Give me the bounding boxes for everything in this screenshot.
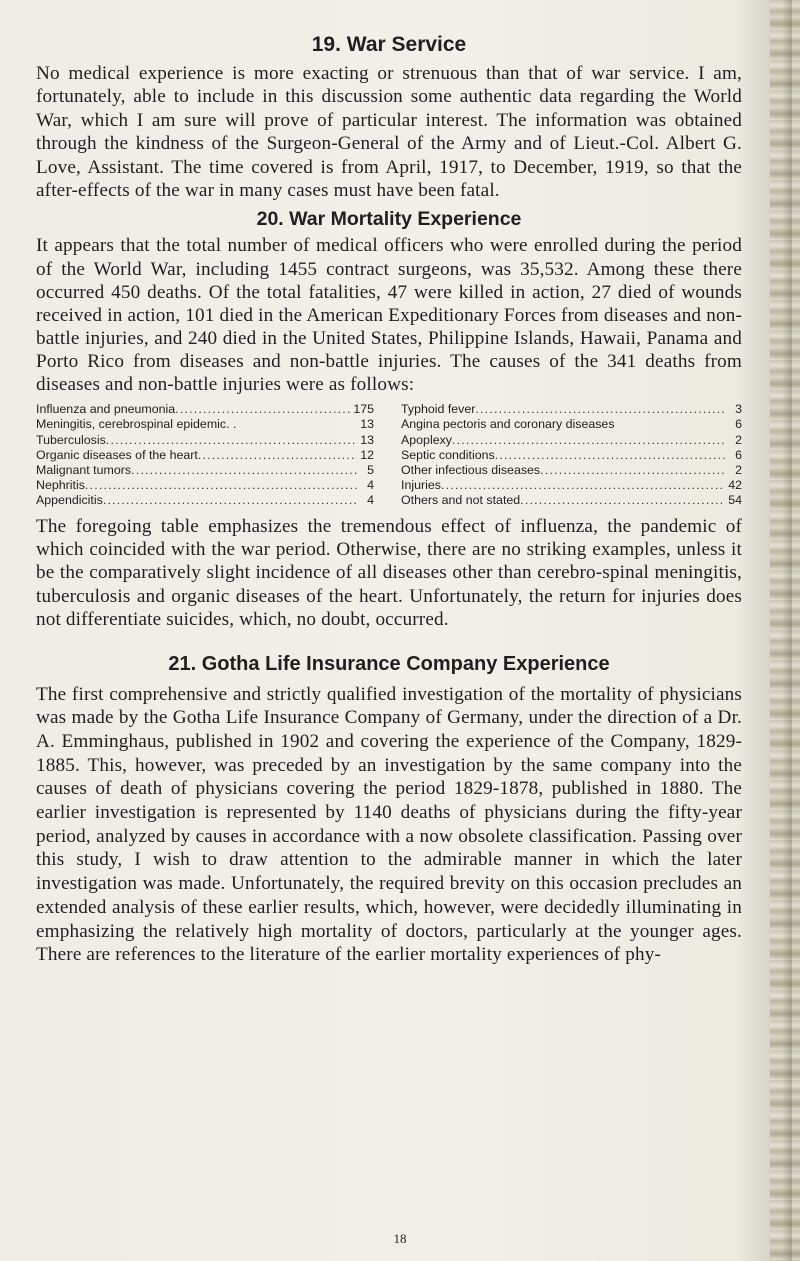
cause-count: 6 [735,447,742,462]
cause-label: Influenza and pneumonia [36,402,176,417]
cause-label: Others and not stated [401,493,521,508]
cause-label: Appendicitis [36,493,103,508]
table-row [401,493,742,508]
paragraph-war-service: No medical experience is more exacting or strenuous than that of war service. I am, fortunately, able to include in this discussion some authentic data regarding the World War, which I am sure will prove of particular interest. The information was obtained through the kindness of the Surgeon-General of the Army and of Lieut.-Col. Albert G. Love, Assistant. The time covered is from April, 1917, to December, 1919, so that the after-effects of the war in many cases must have been fatal. [36,63,742,202]
causes-right-column [401,402,742,508]
paragraph-gotha: The first comprehensive and strictly qualified investigation of the mortality of physicians was made by the Gotha Life Insurance Company of Germany, under the direction of a Dr. A. Emminghaus, published in 1902 and covering the experience of the Company, 1829-1885. This, however, was preceded by an investigation by the same company into the causes of death of physicians covering the period 1829-1878, published in 1880. The earlier investigation is represented by 1140 deaths of physicians during the fifty-year period, analyzed by causes in accordance with a now obsolete classification. Passing over this study, I wish to draw attention to the admirable manner in which the later investigation was made. Unfortunately, the required brevity on this occasion precludes an extended analysis of these earlier results, which, however, were decidedly illuminating in emphasizing the relatively high mortality of doctors, particularly at the younger ages. There are references to the literature of the earlier mortality experiences of phy- [36,683,742,966]
cause-label: Other infectious diseases [401,462,541,477]
cause-count: 13 [360,417,374,432]
section-heading-war-service: 19. War Service [311,33,467,56]
cause-label: Malignant tumors [36,462,132,477]
table-row [401,417,742,432]
cause-label: Typhoid fever [401,402,476,417]
table-row [36,493,374,508]
table-row [401,478,742,493]
table-row [36,402,374,417]
paragraph-table-commentary: The foregoing table emphasizes the tremendous effect of influenza, the pandemic of which coincided with the war period. Otherwise, there are no striking examples, unless it be the comparatively slight incidence of all diseases other than cerebro-spinal meningitis, tuberculosis and organic diseases of the heart. Unfortunately, the return for injuries does not differentiate suicides, which, no doubt, occurred. [36,515,742,631]
cause-count: 54 [728,493,742,508]
cause-label: Nephritis [36,478,85,493]
cause-label: Angina pectoris and coronary diseases [401,417,615,432]
cause-count: 2 [735,432,742,447]
table-row [401,402,742,417]
cause-count: 2 [735,462,742,477]
causes-of-death-table [36,402,742,508]
table-row [401,463,742,478]
cause-count: 6 [735,417,742,432]
cause-label: Tuberculosis [36,432,106,447]
table-row [401,433,742,448]
table-row [36,448,374,463]
causes-left-column [36,402,374,508]
cause-count: 5 [367,462,374,477]
page-number: 18 [393,1231,407,1246]
section-heading-gotha: 21. Gotha Life Insurance Company Experience [168,652,610,675]
table-row [36,463,374,478]
table-row [36,433,374,448]
table-row [36,478,374,493]
table-row [401,448,742,463]
cause-count: 13 [360,432,374,447]
cause-count: 4 [367,478,374,493]
cause-label: Injuries [401,478,441,493]
cause-count: 4 [367,493,374,508]
table-row [36,417,374,432]
edge-shadow [782,0,792,1261]
cause-count: 42 [728,478,742,493]
section-heading-war-mortality: 20. War Mortality Experience [256,208,522,231]
cause-count: 12 [360,447,374,462]
cause-label: Organic diseases of the heart [36,447,198,462]
cause-label: Septic conditions [401,447,495,462]
cause-count: 3 [735,402,742,417]
cause-label: Meningitis, cerebrospinal epidemic. . [36,417,237,432]
page-content [36,32,742,967]
paragraph-war-mortality: It appears that the total number of medical officers who were enrolled during the period of the World War, including 1455 contract surgeons, was 35,532. Among these there occurred 450 deaths. Of the total fatalities, 47 were killed in action, 27 died of wounds received in action, 101 died in the American Expeditionary Forces from diseases and non-battle injuries, and 240 died in the United States, Philippine Islands, Hawaii, Panama and Porto Rico from diseases and non-battle injuries. The causes of the 341 deaths from diseases and non-battle injuries were as follows: [36,235,742,395]
cause-label: Apoplexy [401,432,452,447]
cause-count: 175 [353,402,374,417]
